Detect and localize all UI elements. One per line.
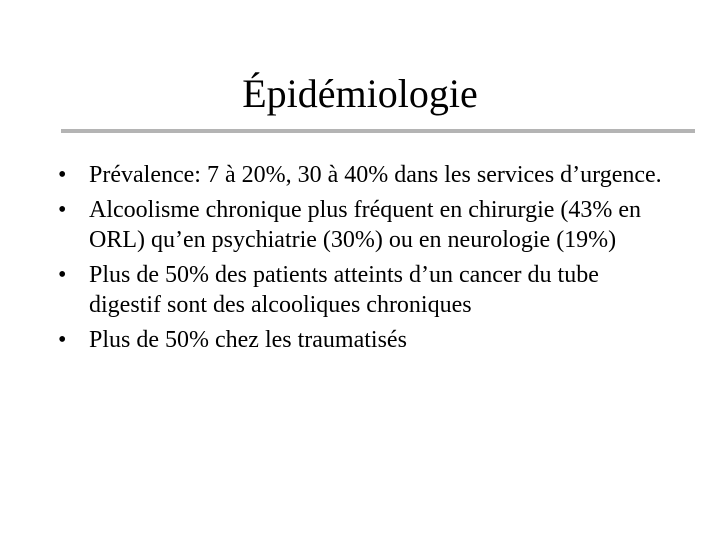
bullet-text: Plus de 50% des patients atteints d’un cancer du tube digestif sont des alcooliques chroniques bbox=[89, 262, 599, 318]
bullet-item bbox=[58, 160, 668, 190]
title-divider bbox=[61, 129, 695, 133]
bullet-list bbox=[58, 160, 668, 360]
bullet-item bbox=[58, 260, 668, 320]
bullet-icon: • bbox=[58, 197, 67, 223]
bullet-item bbox=[58, 195, 668, 255]
bullet-icon: • bbox=[58, 262, 67, 288]
bullet-icon: • bbox=[58, 162, 67, 188]
bullet-text: Prévalence: 7 à 20%, 30 à 40% dans les services d’urgence. bbox=[89, 162, 662, 188]
bullet-text: Plus de 50% chez les traumatisés bbox=[89, 327, 407, 353]
bullet-item bbox=[58, 325, 668, 355]
bullet-text: Alcoolisme chronique plus fréquent en chirurgie (43% en ORL) qu’en psychiatrie (30%) ou en neurologie (19%) bbox=[89, 197, 642, 253]
bullet-icon: • bbox=[58, 327, 67, 353]
slide-title: Épidémiologie bbox=[242, 71, 478, 116]
